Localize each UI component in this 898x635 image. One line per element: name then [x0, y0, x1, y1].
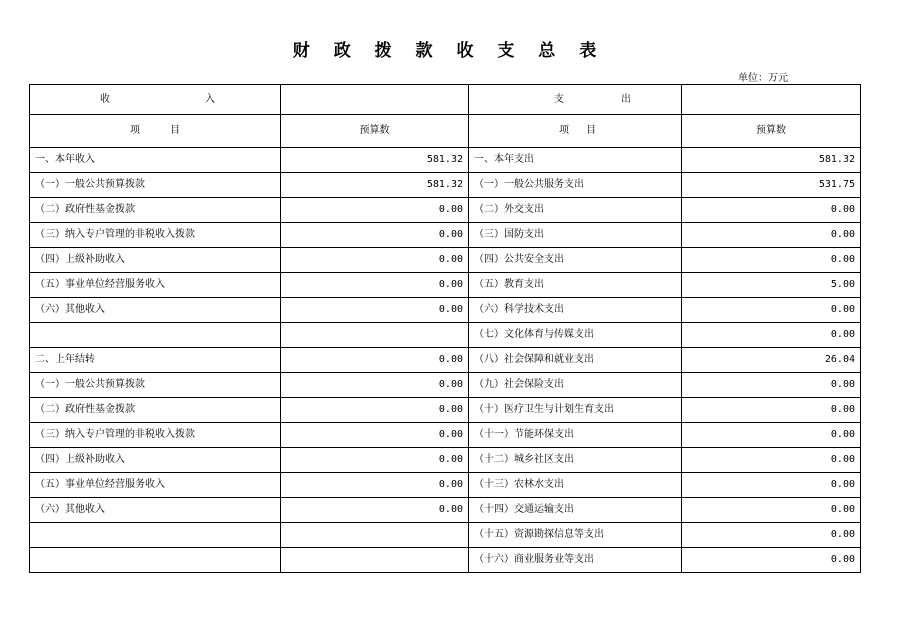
income-budget-header: 预算数	[281, 115, 469, 148]
table-row	[30, 323, 861, 348]
table-row	[30, 173, 861, 198]
income-item-cell: 二、上年结转	[30, 348, 281, 373]
expense-item-cell: （二）外交支出	[469, 198, 682, 223]
table-row	[30, 498, 861, 523]
expense-item-cell: （一）一般公共服务支出	[469, 173, 682, 198]
expense-amount-cell: 0.00	[682, 248, 861, 273]
table-row	[30, 223, 861, 248]
expense-item-cell: （六）科学技术支出	[469, 298, 682, 323]
expense-amount-cell: 5.00	[682, 273, 861, 298]
income-header-char-1: 收	[100, 93, 110, 105]
expense-header-char-2: 出	[621, 93, 631, 105]
table-row	[30, 548, 861, 573]
income-item-cell: （四）上级补助收入	[30, 248, 281, 273]
table-row	[30, 423, 861, 448]
expense-item-cell: （八）社会保障和就业支出	[469, 348, 682, 373]
table-row	[30, 448, 861, 473]
income-item-cell: （五）事业单位经营服务收入	[30, 473, 281, 498]
expense-item-cell: （三）国防支出	[469, 223, 682, 248]
expense-item-header-char-1: 项	[559, 125, 569, 136]
expense-item-cell: （九）社会保险支出	[469, 373, 682, 398]
expense-item-cell: （十一）节能环保支出	[469, 423, 682, 448]
expense-amount-cell: 531.75	[682, 173, 861, 198]
expense-amount-cell: 0.00	[682, 323, 861, 348]
expense-item-cell: 一、本年支出	[469, 148, 682, 173]
income-item-cell: （五）事业单位经营服务收入	[30, 273, 281, 298]
income-item-cell	[30, 548, 281, 573]
expense-amount-cell: 0.00	[682, 523, 861, 548]
expense-item-cell: （四）公共安全支出	[469, 248, 682, 273]
expense-amount-cell: 0.00	[682, 223, 861, 248]
income-amount-cell: 0.00	[281, 423, 469, 448]
income-item-header	[30, 115, 281, 148]
income-header-char-2: 入	[205, 93, 215, 105]
income-amount-cell: 0.00	[281, 348, 469, 373]
income-item-header-char-1: 项	[130, 125, 140, 136]
income-item-cell: （六）其他收入	[30, 298, 281, 323]
income-item-cell: （三）纳入专户管理的非税收入拨款	[30, 423, 281, 448]
income-item-cell	[30, 523, 281, 548]
table-row	[30, 373, 861, 398]
income-amount-cell: 0.00	[281, 473, 469, 498]
income-section-blank	[281, 85, 469, 115]
table-row	[30, 523, 861, 548]
income-item-cell: （二）政府性基金拨款	[30, 198, 281, 223]
expense-item-cell: （十）医疗卫生与计划生育支出	[469, 398, 682, 423]
header-row-sections	[30, 85, 861, 115]
expense-item-header-char-2: 目	[586, 125, 596, 136]
expense-item-cell: （五）教育支出	[469, 273, 682, 298]
expense-amount-cell: 0.00	[682, 498, 861, 523]
expense-item-cell: （十六）商业服务业等支出	[469, 548, 682, 573]
table-row	[30, 348, 861, 373]
expense-amount-cell: 581.32	[682, 148, 861, 173]
expense-header-char-1: 支	[554, 93, 564, 105]
expense-amount-cell: 0.00	[682, 398, 861, 423]
income-amount-cell: 0.00	[281, 398, 469, 423]
expense-amount-cell: 0.00	[682, 298, 861, 323]
table-row	[30, 198, 861, 223]
table-row	[30, 473, 861, 498]
expense-item-cell: （十四）交通运输支出	[469, 498, 682, 523]
income-item-header-char-2: 目	[170, 125, 180, 136]
income-item-cell: （一）一般公共预算拨款	[30, 173, 281, 198]
expense-amount-cell: 0.00	[682, 448, 861, 473]
expense-amount-cell: 0.00	[682, 423, 861, 448]
expense-amount-cell: 0.00	[682, 473, 861, 498]
income-amount-cell: 0.00	[281, 448, 469, 473]
expense-item-cell: （十三）农林水支出	[469, 473, 682, 498]
income-item-cell: （一）一般公共预算拨款	[30, 373, 281, 398]
income-item-cell	[30, 323, 281, 348]
expense-amount-cell: 0.00	[682, 548, 861, 573]
expense-amount-cell: 26.04	[682, 348, 861, 373]
table-row	[30, 398, 861, 423]
page-title: 财 政 拨 款 收 支 总 表	[292, 41, 606, 61]
expense-amount-cell: 0.00	[682, 198, 861, 223]
expense-item-header	[469, 115, 682, 148]
expense-item-cell: （十五）资源勘探信息等支出	[469, 523, 682, 548]
income-amount-cell	[281, 523, 469, 548]
expense-item-cell: （七）文化体育与传媒支出	[469, 323, 682, 348]
table-row	[30, 248, 861, 273]
table-row	[30, 148, 861, 173]
table-row	[30, 273, 861, 298]
income-section-header	[30, 85, 281, 115]
income-amount-cell: 0.00	[281, 248, 469, 273]
income-amount-cell: 581.32	[281, 148, 469, 173]
income-item-cell: （三）纳入专户管理的非税收入拨款	[30, 223, 281, 248]
expense-section-header	[469, 85, 682, 115]
expense-budget-header: 预算数	[682, 115, 861, 148]
expense-section-blank	[682, 85, 861, 115]
income-amount-cell: 0.00	[281, 198, 469, 223]
income-amount-cell: 0.00	[281, 298, 469, 323]
income-amount-cell: 581.32	[281, 173, 469, 198]
expense-amount-cell: 0.00	[682, 373, 861, 398]
income-amount-cell: 0.00	[281, 373, 469, 398]
unit-label: 单位：万元	[738, 73, 788, 84]
income-item-cell: 一、本年收入	[30, 148, 281, 173]
income-amount-cell: 0.00	[281, 498, 469, 523]
table-row	[30, 298, 861, 323]
income-item-cell: （六）其他收入	[30, 498, 281, 523]
income-item-cell: （四）上级补助收入	[30, 448, 281, 473]
income-amount-cell	[281, 548, 469, 573]
expense-item-cell: （十二）城乡社区支出	[469, 448, 682, 473]
income-amount-cell: 0.00	[281, 273, 469, 298]
income-item-cell: （二）政府性基金拨款	[30, 398, 281, 423]
income-amount-cell: 0.00	[281, 223, 469, 248]
income-amount-cell	[281, 323, 469, 348]
header-row-columns	[30, 115, 861, 148]
budget-summary-table	[29, 84, 861, 573]
